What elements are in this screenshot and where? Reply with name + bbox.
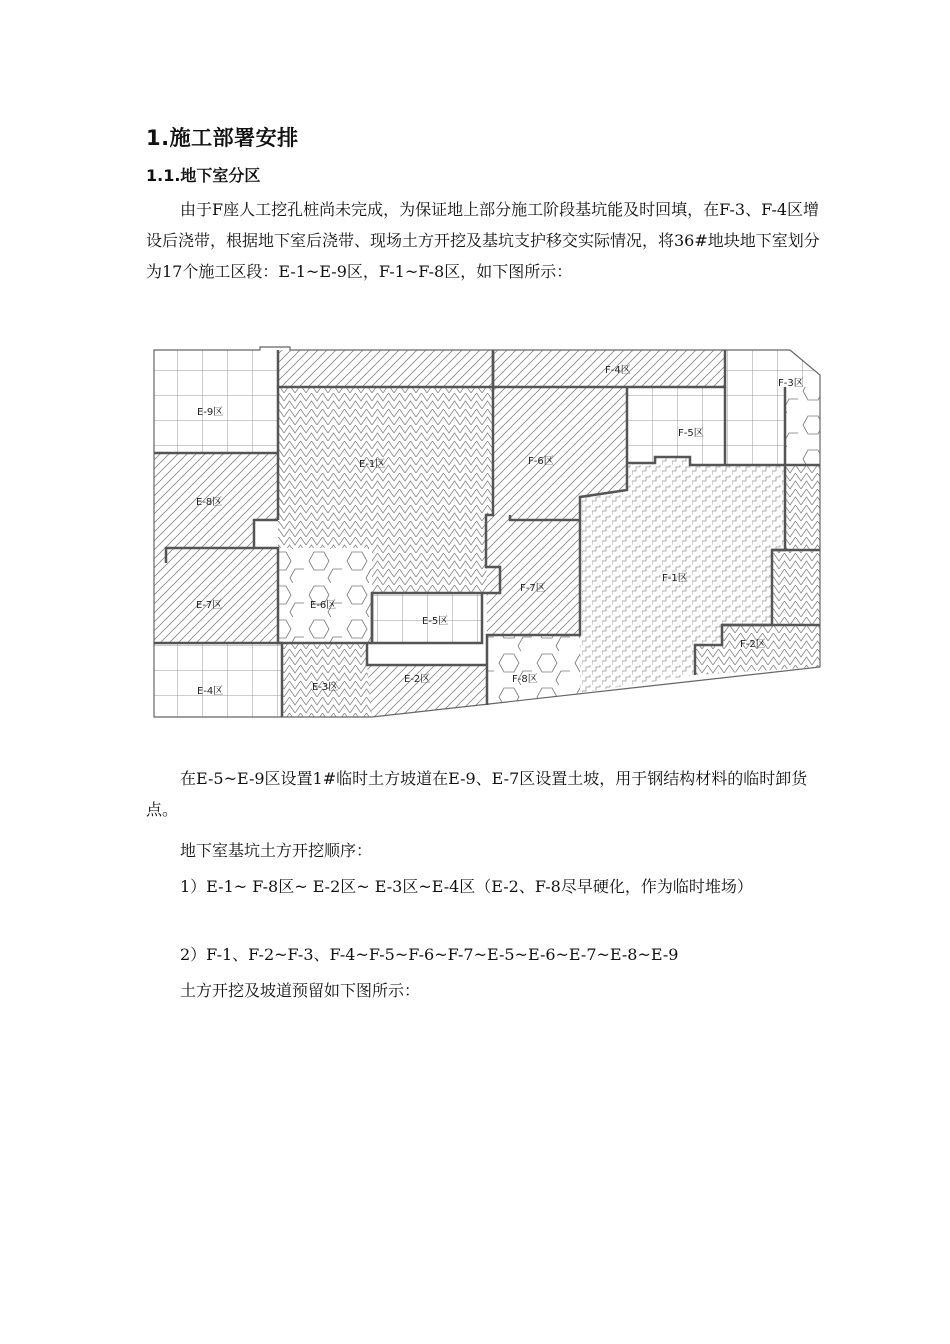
label-f7: F-7区 [520, 583, 546, 594]
subsection-heading: 1.1.地下室分区 [146, 166, 261, 185]
sequence-intro: 地下室基坑土方开挖顺序： [180, 841, 373, 860]
zone-e2 [367, 665, 487, 717]
label-f4: F-4区 [605, 365, 631, 376]
label-e2: E-2区 [404, 674, 431, 685]
label-f8: F-8区 [512, 674, 538, 685]
label-f5: F-5区 [678, 428, 704, 439]
label-e8: E-8区 [196, 497, 223, 508]
label-f6: F-6区 [528, 456, 554, 467]
zone-e3 [282, 643, 372, 717]
label-f1: F-1区 [662, 573, 688, 584]
zone-e6 [278, 548, 372, 643]
label-f3: F-3区 [778, 378, 804, 389]
zone-right-column-lower [772, 550, 820, 625]
intro-paragraph: 由于F座人工挖孔桩尚未完成，为保证地上部分施工阶段基坑能及时回填，在F-3、F-4区增设后浇带，根据地下室后浇带、现场土方开挖及基坑支护移交实际情况，将36#地块地下室划分为17个施工区段：E-1~E-9区，F-1~F-8区，如下图所示： [146, 200, 820, 281]
zone-top-strip [278, 350, 493, 387]
label-e9: E-9区 [197, 407, 224, 418]
zone-e9 [154, 350, 278, 453]
label-e7: E-7区 [196, 600, 223, 611]
zone-e4 [154, 643, 282, 717]
figure-intro: 土方开挖及坡道预留如下图所示： [180, 981, 421, 1000]
label-e3: E-3区 [312, 682, 339, 693]
section-heading: 1.施工部署安排 [146, 126, 299, 150]
sequence-step-2: 2）F-1、F-2~F-3、F-4~F-5~F-6~F-7~E-5~E-6~E-7~E-8~E-9 [180, 945, 679, 964]
zone-f8 [487, 635, 580, 705]
label-e5: E-5区 [422, 616, 449, 627]
basement-zoning-diagram [152, 345, 824, 733]
ramp-paragraph: 在E-5~E-9区设置1#临时土方坡道在E-9、E-7区设置土坡，用于钢结构材料的临时卸货点。 [146, 769, 808, 819]
label-e6: E-6区 [310, 600, 337, 611]
zone-e7 [154, 548, 278, 643]
zone-e8 [154, 453, 278, 563]
zone-f3-column [785, 387, 820, 465]
label-e1: E-1区 [359, 459, 386, 470]
sequence-step-1: 1）E-1~ F-8区~ E-2区~ E-3区~E-4区（E-2、F-8尽早硬化，作为临时堆场） [180, 877, 753, 896]
zone-f3 [725, 350, 820, 387]
label-e4: E-4区 [197, 686, 224, 697]
label-f2: F-2区 [740, 639, 766, 650]
zone-right-column [785, 465, 820, 550]
zone-f5 [627, 387, 785, 465]
